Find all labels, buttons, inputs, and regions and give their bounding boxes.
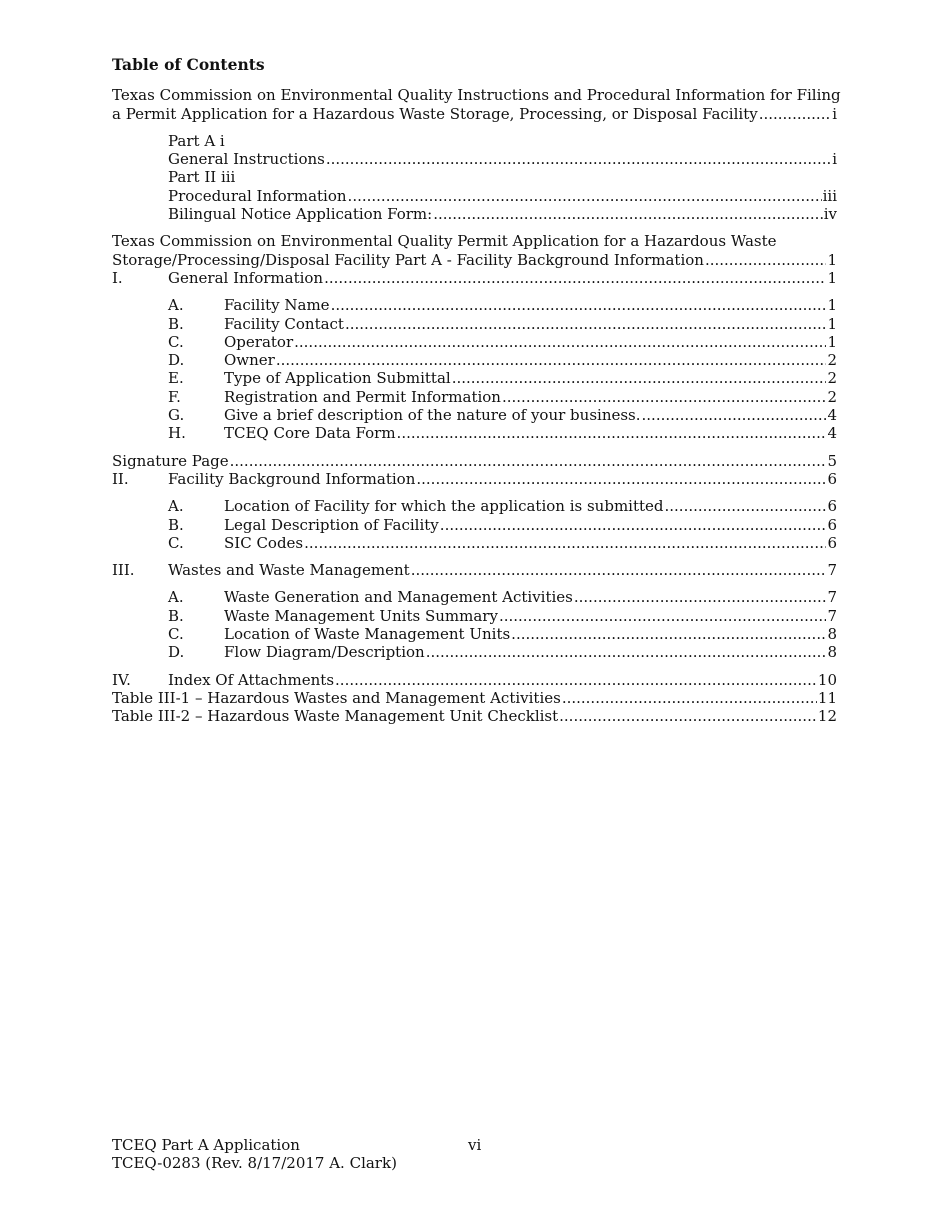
toc-page-number: 7 xyxy=(827,561,837,580)
dot-leader xyxy=(230,452,827,470)
toc-section-number: IV. xyxy=(112,670,131,689)
toc-page-number: 11 xyxy=(817,688,837,707)
toc-entry-facility-location[interactable] xyxy=(112,497,837,515)
dot-leader xyxy=(324,269,826,287)
toc-entry-text: Flow Diagram/Description xyxy=(224,643,425,662)
toc-entry-legal-description[interactable] xyxy=(112,516,837,534)
toc-entry-section-ii[interactable] xyxy=(112,470,837,488)
toc-entry-intro[interactable] xyxy=(112,86,841,123)
toc-entry-text: Give a brief description of the nature of your business. xyxy=(224,406,641,425)
toc-entry-section-iii[interactable] xyxy=(112,561,837,579)
toc-entry-business-description[interactable] xyxy=(112,406,837,424)
toc-entry-waste-generation[interactable] xyxy=(112,588,837,606)
footer-form-revision: TCEQ-0283 (Rev. 8/17/2017 A. Clark) xyxy=(112,1154,397,1173)
toc-page-number: i xyxy=(832,104,837,123)
toc-page-number: 7 xyxy=(827,588,837,607)
dot-leader xyxy=(502,388,826,406)
dot-leader xyxy=(433,205,823,223)
toc-item-letter: A. xyxy=(168,588,184,607)
toc-entry-section-iv[interactable] xyxy=(112,671,837,689)
toc-entry-part-a-i[interactable] xyxy=(112,132,837,150)
toc-page-number: 12 xyxy=(817,707,837,726)
dot-leader xyxy=(642,406,827,424)
toc-entry-text: Facility Background Information xyxy=(168,469,416,488)
toc-entry-text: Waste Generation and Management Activities xyxy=(224,588,573,607)
toc-page-number: 1 xyxy=(827,268,837,287)
dot-leader xyxy=(411,561,827,579)
toc-section-number: II. xyxy=(112,469,129,488)
toc-item-letter: B. xyxy=(168,314,184,333)
toc-page-number: 8 xyxy=(827,625,837,644)
toc-item-letter: B. xyxy=(168,606,184,625)
toc-page-number: 1 xyxy=(827,250,837,269)
dot-leader xyxy=(416,470,826,488)
toc-item-letter: C. xyxy=(168,533,184,552)
toc-entry-text: Legal Description of Facility xyxy=(224,515,439,534)
dot-leader xyxy=(335,671,817,689)
toc-page-number: 1 xyxy=(827,314,837,333)
toc-entry-text: Facility Name xyxy=(224,296,330,315)
toc-entry-procedural-information[interactable] xyxy=(112,187,837,205)
toc-page-number: 1 xyxy=(827,332,837,351)
footer-page-number: vi xyxy=(468,1136,482,1154)
toc-entry-table-iii-1[interactable] xyxy=(112,689,837,707)
toc-entry-text: a Permit Application for a Hazardous Waste Storage, Processing, or Disposal Facility xyxy=(112,104,758,123)
dot-leader xyxy=(304,534,826,552)
toc-page-number: 6 xyxy=(827,469,837,488)
toc-page-number: 2 xyxy=(827,351,837,370)
toc-entry-bilingual-notice[interactable] xyxy=(112,205,837,223)
toc-page xyxy=(112,55,841,726)
toc-entry-text: Operator xyxy=(224,332,294,351)
toc-entry-flow-diagram[interactable] xyxy=(112,643,837,661)
toc-item-letter: C. xyxy=(168,625,184,644)
toc-entry-text: General Information xyxy=(168,268,324,287)
dot-leader xyxy=(331,296,827,314)
toc-item-letter: D. xyxy=(168,351,185,370)
toc-entry-registration[interactable] xyxy=(112,388,837,406)
toc-entry-sic-codes[interactable] xyxy=(112,534,837,552)
toc-section-number: III. xyxy=(112,561,135,580)
toc-entry-units-location[interactable] xyxy=(112,625,837,643)
toc-entry-text: Part II iii xyxy=(168,168,236,187)
toc-entry-facility-name[interactable] xyxy=(112,296,837,314)
toc-item-letter: A. xyxy=(168,296,184,315)
toc-entry-table-iii-2[interactable] xyxy=(112,707,837,725)
toc-entry-text: Location of Facility for which the application is submitted xyxy=(224,497,664,516)
toc-item-letter: G. xyxy=(168,406,185,425)
toc-entry-text: Location of Waste Management Units xyxy=(224,625,511,644)
toc-entry-text: TCEQ Core Data Form xyxy=(224,424,396,443)
toc-entry-section-i[interactable] xyxy=(112,269,837,287)
dot-leader xyxy=(562,689,817,707)
dot-leader xyxy=(499,607,827,625)
toc-page-number: 5 xyxy=(827,451,837,470)
dot-leader xyxy=(397,424,827,442)
toc-page-number: 2 xyxy=(827,369,837,388)
toc-entry-facility-contact[interactable] xyxy=(112,315,837,333)
toc-entry-part-ii[interactable] xyxy=(112,168,837,186)
toc-item-letter: A. xyxy=(168,497,184,516)
toc-entry-application-type[interactable] xyxy=(112,369,837,387)
toc-entry-owner[interactable] xyxy=(112,351,837,369)
toc-page-number: 6 xyxy=(827,515,837,534)
toc-entry-text: Waste Management Units Summary xyxy=(224,606,498,625)
toc-page-number: 6 xyxy=(827,533,837,552)
toc-entry-text: Owner xyxy=(224,351,275,370)
toc-page-number: 4 xyxy=(827,406,837,425)
toc-entry-text: Part A i xyxy=(168,131,225,150)
dot-leader xyxy=(665,497,827,515)
dot-leader xyxy=(426,643,827,661)
dot-leader xyxy=(759,105,831,123)
toc-entry-core-data-form[interactable] xyxy=(112,424,837,442)
page-footer xyxy=(112,1136,837,1173)
dot-leader xyxy=(559,707,817,725)
dot-leader xyxy=(574,588,827,606)
toc-entry-text: Table III-2 – Hazardous Waste Management Unit Checklist xyxy=(112,707,559,726)
toc-entry-operator[interactable] xyxy=(112,333,837,351)
toc-entry-text: SIC Codes xyxy=(224,533,304,552)
toc-page-number: 10 xyxy=(817,670,837,689)
toc-item-letter: B. xyxy=(168,515,184,534)
dot-leader xyxy=(294,333,826,351)
toc-entry-text: Index Of Attachments xyxy=(168,670,335,689)
toc-page-number: 4 xyxy=(827,424,837,443)
toc-item-letter: E. xyxy=(168,369,184,388)
dot-leader xyxy=(345,315,826,333)
toc-page-number: 8 xyxy=(827,643,837,662)
toc-entry-general-instructions[interactable] xyxy=(112,150,837,168)
toc-entry-text: Bilingual Notice Application Form: xyxy=(168,205,433,224)
dot-leader xyxy=(452,369,827,387)
toc-entry-text: Registration and Permit Information xyxy=(224,387,501,406)
toc-entry-text: Type of Application Submittal xyxy=(224,369,451,388)
dot-leader xyxy=(511,625,826,643)
toc-title: Table of Contents xyxy=(112,55,265,74)
footer-document-title: TCEQ Part A Application xyxy=(112,1136,300,1154)
toc-item-letter: H. xyxy=(168,424,186,443)
toc-entry-text: Table III-1 – Hazardous Wastes and Management Activities xyxy=(112,688,561,707)
toc-entry-text: General Instructions xyxy=(168,150,325,169)
toc-page-number: 1 xyxy=(827,296,837,315)
toc-page-number: i xyxy=(832,150,837,169)
toc-page-number: iii xyxy=(822,186,837,205)
toc-entry-text: Wastes and Waste Management xyxy=(168,561,410,580)
dot-leader xyxy=(440,516,827,534)
toc-entry-units-summary[interactable] xyxy=(112,607,837,625)
toc-entry-text: Texas Commission on Environmental Quality Instructions and Procedural Information for Filing xyxy=(112,86,841,105)
toc-entry-text: Storage/Processing/Disposal Facility Part A - Facility Background Information xyxy=(112,250,704,269)
toc-item-letter: C. xyxy=(168,332,184,351)
toc-entry-text: Facility Contact xyxy=(224,314,344,333)
toc-entry-text: Procedural Information xyxy=(168,186,347,205)
dot-leader xyxy=(705,251,827,269)
toc-entry-text: Signature Page xyxy=(112,451,229,470)
toc-page-number: 7 xyxy=(827,606,837,625)
toc-page-number: 6 xyxy=(827,497,837,516)
toc-entry-signature-page[interactable] xyxy=(112,452,837,470)
toc-entry-part-a[interactable] xyxy=(112,232,837,269)
dot-leader xyxy=(326,150,831,168)
toc-section-number: I. xyxy=(112,268,123,287)
dot-leader xyxy=(276,351,827,369)
dot-leader xyxy=(348,187,822,205)
toc-entry-text: Texas Commission on Environmental Quality Permit Application for a Hazardous Waste xyxy=(112,232,777,251)
toc-page-number: iv xyxy=(823,205,837,224)
toc-page-number: 2 xyxy=(827,387,837,406)
toc-item-letter: D. xyxy=(168,643,185,662)
toc-item-letter: F. xyxy=(168,387,181,406)
